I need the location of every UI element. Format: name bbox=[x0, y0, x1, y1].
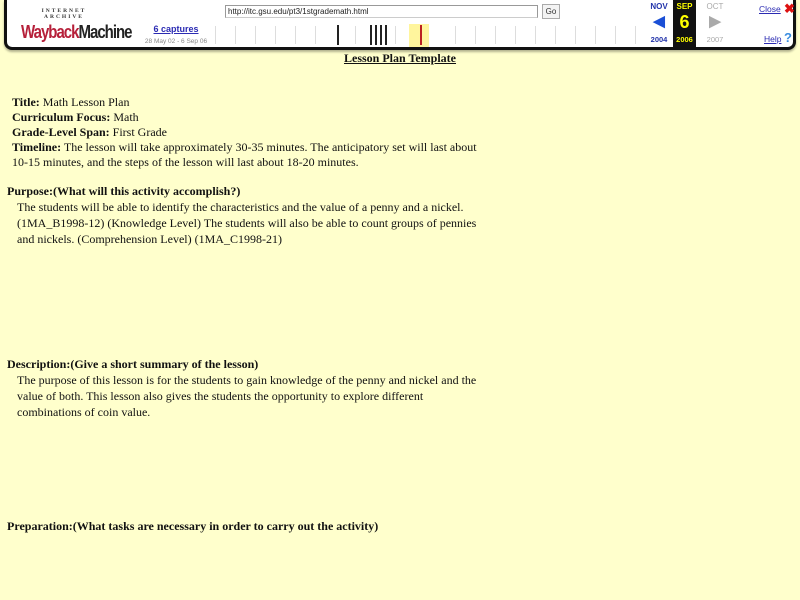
timeline-tick bbox=[595, 26, 596, 44]
timeline-tick bbox=[275, 26, 276, 44]
help-icon[interactable]: ? bbox=[784, 30, 792, 45]
prev-year[interactable]: 2004 bbox=[650, 35, 668, 44]
go-button[interactable]: Go bbox=[542, 4, 560, 19]
timeline-tick bbox=[495, 26, 496, 44]
wayback-toolbar bbox=[4, 0, 796, 50]
timeline-tick bbox=[215, 26, 216, 44]
timeline-tick bbox=[615, 26, 616, 44]
captures-info bbox=[137, 24, 215, 45]
section-description bbox=[7, 356, 487, 420]
timeline-tick bbox=[395, 26, 396, 44]
capture-mark[interactable] bbox=[380, 25, 382, 45]
section-heading: Preparation:(What tasks are necessary in order to carry out the activity) bbox=[7, 519, 379, 533]
section-heading: Description:(Give a short summary of the lesson) bbox=[7, 357, 259, 371]
timeline-tick bbox=[315, 26, 316, 44]
close-icon[interactable]: ✖ bbox=[784, 1, 795, 16]
capture-mark[interactable] bbox=[337, 25, 339, 45]
capture-mark[interactable] bbox=[370, 25, 372, 45]
timeline-tick bbox=[475, 26, 476, 44]
captures-range: 28 May 02 - 6 Sep 06 bbox=[144, 38, 208, 45]
current-year: 2006 bbox=[676, 35, 693, 44]
section-heading: Purpose:(What will this activity accomplish?) bbox=[7, 184, 241, 198]
current-year-highlight bbox=[409, 24, 429, 47]
next-year: 2007 bbox=[706, 35, 724, 44]
logo-internet-archive-text: INTERNET ARCHIVE bbox=[41, 8, 87, 20]
close-link[interactable]: Close bbox=[759, 4, 781, 14]
capture-mark[interactable] bbox=[375, 25, 377, 45]
section-purpose bbox=[7, 183, 487, 247]
current-month: SEP bbox=[676, 2, 693, 11]
timeline-tick bbox=[635, 26, 636, 44]
next-capture-nav bbox=[697, 0, 733, 47]
captures-link[interactable]: 6 captures bbox=[153, 24, 199, 34]
timeline-tick bbox=[355, 26, 356, 44]
timeline-tick bbox=[235, 26, 236, 44]
timeline-tick bbox=[535, 26, 536, 44]
help-link[interactable]: Help bbox=[764, 34, 782, 44]
page-title: Lesson Plan Template bbox=[343, 51, 457, 65]
prev-capture-nav[interactable] bbox=[641, 0, 677, 47]
section-body: The purpose of this lesson is for the students to gain knowledge of the penny and nickel and the value of both. This lesson also gives the students the opportunity to explore different combinations of coin value. bbox=[17, 373, 477, 419]
current-day: 6 bbox=[679, 12, 690, 32]
timeline-tick bbox=[455, 26, 456, 44]
next-arrow-icon: ▶ bbox=[709, 13, 721, 30]
meta-timeline: Timeline: The lesson will take approximately 30-35 minutes. The anticipatory set will last about 10-15 minutes, and the steps of the lesson will last about 18-20 minutes. bbox=[12, 140, 477, 169]
prev-month[interactable]: NOV bbox=[650, 2, 668, 11]
meta-curriculum-focus: Curriculum Focus: Math bbox=[12, 110, 139, 124]
url-input[interactable]: http://itc.gsu.edu/pt3/1stgrademath.html bbox=[225, 5, 538, 18]
prev-arrow-icon[interactable]: ◀ bbox=[653, 13, 665, 30]
timeline-tick bbox=[255, 26, 256, 44]
capture-mark[interactable] bbox=[385, 25, 387, 45]
current-capture-mark[interactable] bbox=[420, 25, 422, 45]
capture-timeline[interactable] bbox=[215, 22, 641, 47]
wayback-logo[interactable] bbox=[21, 8, 132, 43]
lesson-meta bbox=[12, 95, 482, 170]
meta-title: Title: Math Lesson Plan bbox=[12, 95, 130, 109]
section-body: The students will be able to identify the characteristics and the value of a penny and a nickel. (1MA_B1998-12) (Knowledge Level) The students will also be able to count groups of pennies and nickels. (Comprehension Level) (1MA_C1998-21) bbox=[17, 200, 477, 246]
timeline-tick bbox=[575, 26, 576, 44]
logo-machine-text: Machine bbox=[78, 21, 132, 43]
next-month: OCT bbox=[706, 2, 724, 11]
section-preparation bbox=[7, 518, 487, 534]
logo-wayback-text: Wayback bbox=[21, 21, 79, 43]
timeline-tick bbox=[555, 26, 556, 44]
current-capture bbox=[673, 0, 696, 47]
meta-grade-level: Grade-Level Span: First Grade bbox=[12, 125, 167, 139]
timeline-tick bbox=[295, 26, 296, 44]
timeline-tick bbox=[515, 26, 516, 44]
